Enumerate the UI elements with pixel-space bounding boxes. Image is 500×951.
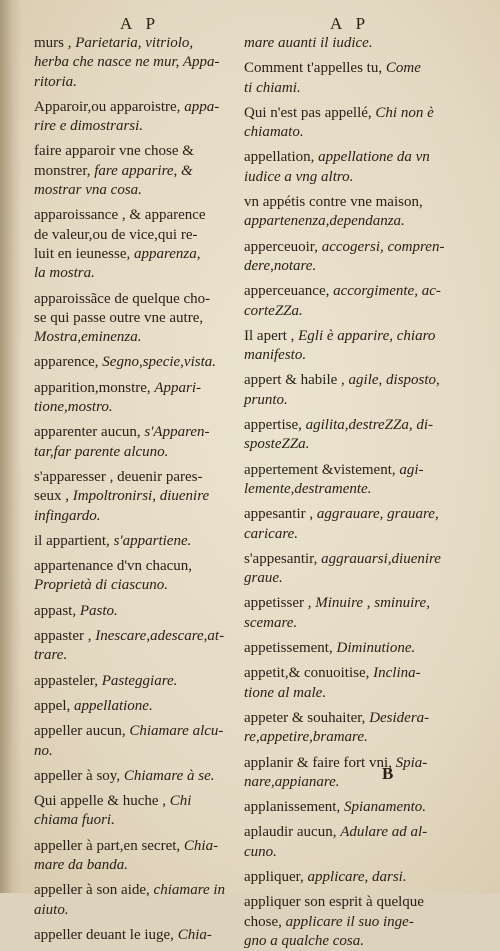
entry-line bbox=[244, 798, 454, 817]
entry-line bbox=[244, 684, 454, 703]
entry-line bbox=[244, 893, 454, 912]
french-term: appertement &vistement, bbox=[244, 461, 396, 478]
entry-line bbox=[34, 576, 239, 595]
italian-translation: accorgimente, ac- bbox=[333, 283, 441, 300]
entry-line bbox=[244, 282, 454, 301]
entry-line bbox=[34, 532, 239, 551]
italian-translation: apparenza, bbox=[133, 245, 201, 262]
entry-line bbox=[34, 181, 239, 200]
entry-line bbox=[34, 443, 239, 462]
entry-line bbox=[34, 672, 239, 691]
entry-line bbox=[34, 487, 239, 506]
french-term: aplaudir aucun, bbox=[244, 824, 337, 841]
italian-translation: graue. bbox=[244, 570, 283, 587]
italian-translation: Egli è apparire, chiaro bbox=[298, 327, 436, 344]
entry-line bbox=[34, 742, 239, 761]
french-term: apparence, bbox=[34, 354, 99, 371]
french-term: appeller à part,en secret, bbox=[34, 837, 181, 854]
french-term: appliquer, bbox=[244, 868, 304, 885]
italian-translation: fare apparire, & bbox=[94, 162, 193, 179]
entry-line bbox=[34, 73, 239, 92]
entry-line bbox=[34, 264, 239, 283]
entry-line bbox=[244, 754, 454, 773]
italian-translation: sposteZZa. bbox=[244, 436, 310, 453]
entry-line bbox=[244, 505, 454, 524]
entry-line bbox=[34, 468, 239, 487]
entry-line bbox=[34, 328, 239, 347]
italian-translation: tar,far parente alcuno. bbox=[34, 443, 169, 460]
entry-line bbox=[34, 53, 239, 72]
entry-line bbox=[244, 461, 454, 480]
entry-line bbox=[34, 290, 239, 309]
entry-line bbox=[244, 639, 454, 658]
french-term: appetit,& conuoitise, bbox=[244, 665, 370, 682]
entry-line bbox=[34, 423, 239, 442]
french-term: applanissement, bbox=[244, 799, 341, 816]
entry-line bbox=[244, 168, 454, 187]
italian-translation: Chia- bbox=[177, 926, 212, 943]
french-term: appeller aucun, bbox=[34, 723, 126, 740]
italian-translation: chiamato. bbox=[244, 124, 304, 141]
italian-translation: lemente,destramente. bbox=[244, 480, 372, 497]
italian-translation: gno a qualche cosa. bbox=[244, 932, 364, 949]
french-term: Qui appelle & huche , bbox=[34, 793, 167, 810]
entry-line bbox=[244, 773, 454, 792]
entry-line bbox=[34, 646, 239, 665]
italian-translation: Chiamare alcu- bbox=[129, 723, 224, 740]
french-term: s'appesantir, bbox=[244, 550, 318, 567]
italian-translation: Inescare,adescare,at- bbox=[95, 628, 225, 645]
french-term: appeter & souhaiter, bbox=[244, 709, 366, 726]
italian-translation: agilita,destreZZa, di- bbox=[305, 417, 434, 434]
entry-line bbox=[34, 627, 239, 646]
entry-line bbox=[244, 480, 454, 499]
italian-translation: caricare. bbox=[244, 525, 299, 542]
italian-translation: Parietaria, vitriolo, bbox=[75, 35, 194, 51]
french-term: apparenter aucun, bbox=[34, 424, 141, 441]
italian-translation: Desidera- bbox=[369, 709, 430, 726]
french-term: Qui n'est pas appellé, bbox=[244, 104, 372, 121]
french-term: appert & habile , bbox=[244, 372, 345, 389]
italian-translation: ti chiami. bbox=[244, 79, 301, 96]
entry-line bbox=[244, 594, 454, 613]
entry-line bbox=[34, 926, 239, 945]
italian-translation: Pasto. bbox=[79, 602, 118, 619]
italian-translation: Pasteggiare. bbox=[101, 672, 178, 689]
italian-translation: agile, disposto, bbox=[348, 372, 440, 389]
italian-translation: no. bbox=[34, 742, 53, 759]
french-term: appartenance d'vn chacun, bbox=[34, 558, 193, 575]
french-term: appeller deuant le iuge, bbox=[34, 926, 174, 943]
entry-line bbox=[34, 697, 239, 716]
running-head-left: A P bbox=[120, 14, 161, 33]
entry-line bbox=[244, 148, 454, 167]
italian-translation: scemare. bbox=[244, 614, 298, 631]
entry-line bbox=[244, 664, 454, 683]
entry-line bbox=[34, 792, 239, 811]
running-head-right: A P bbox=[330, 14, 371, 33]
french-term: appeller à son aide, bbox=[34, 882, 150, 899]
entry-line bbox=[244, 843, 454, 862]
entry-line bbox=[244, 569, 454, 588]
entry-line bbox=[34, 557, 239, 576]
italian-translation: appartenenza,dependanza. bbox=[244, 213, 405, 230]
entry-line bbox=[34, 722, 239, 741]
right-column bbox=[244, 34, 454, 951]
entry-line bbox=[244, 823, 454, 842]
french-term: faire apparoir vne chose & bbox=[34, 143, 194, 160]
italian-translation: dere,notare. bbox=[244, 257, 317, 274]
italian-translation: Chiamare à se. bbox=[123, 767, 215, 784]
italian-translation: Spia- bbox=[395, 754, 428, 771]
italian-translation: Proprietà di ciascuno. bbox=[34, 577, 169, 594]
italian-translation: chiamare in bbox=[153, 882, 226, 899]
entry-line bbox=[244, 525, 454, 544]
italian-translation: rire e dimostrarsi. bbox=[34, 118, 144, 135]
italian-translation: Adulare ad al- bbox=[340, 824, 428, 841]
entry-line bbox=[34, 881, 239, 900]
entry-line bbox=[34, 206, 239, 225]
french-term: Il apert , bbox=[244, 327, 295, 344]
italian-translation: manifesto. bbox=[244, 347, 307, 364]
entry-line bbox=[244, 391, 454, 410]
italian-translation: Diminutione. bbox=[336, 640, 416, 657]
entry-line bbox=[244, 79, 454, 98]
italian-translation: appellatione. bbox=[73, 697, 153, 714]
french-term: Comment t'appelles tu, bbox=[244, 60, 383, 77]
italian-translation: prunto. bbox=[244, 391, 288, 408]
italian-translation: ritoria. bbox=[34, 73, 77, 90]
entry-line bbox=[244, 327, 454, 346]
italian-translation: agi- bbox=[399, 461, 424, 478]
entry-line bbox=[34, 226, 239, 245]
french-term: de valeur,ou de vice,qui re- bbox=[34, 226, 198, 243]
entry-line bbox=[34, 837, 239, 856]
french-term: monstrer, bbox=[34, 162, 91, 179]
italian-translation: trare. bbox=[34, 647, 68, 664]
entry-line bbox=[244, 614, 454, 633]
french-term: Apparoir,ou apparoistre, bbox=[34, 98, 181, 115]
italian-translation: accogersi, compren- bbox=[321, 238, 445, 255]
italian-translation: nare,appianare. bbox=[244, 773, 340, 790]
french-term: appetissement, bbox=[244, 640, 333, 657]
french-term: luit en ieunesse, bbox=[34, 245, 131, 262]
entry-line bbox=[34, 98, 239, 117]
italian-translation: Come bbox=[385, 60, 421, 77]
entry-line bbox=[244, 238, 454, 257]
entry-line bbox=[244, 34, 454, 53]
left-column bbox=[34, 34, 239, 945]
italian-translation: Chi non è bbox=[375, 104, 434, 121]
italian-translation: tione,mostro. bbox=[34, 399, 113, 416]
entry-line bbox=[34, 117, 239, 136]
italian-translation: Impoltronirsi, diuenire bbox=[72, 488, 210, 505]
french-term: appast, bbox=[34, 602, 77, 619]
french-term: apparition,monstre, bbox=[34, 379, 151, 396]
italian-translation: applicare, darsi. bbox=[307, 868, 407, 885]
french-term: apperceuoir, bbox=[244, 238, 318, 255]
entry-line bbox=[34, 379, 239, 398]
french-term: il appartient, bbox=[34, 532, 110, 549]
french-term: appaster , bbox=[34, 628, 92, 645]
signature-mark: B bbox=[382, 764, 394, 783]
italian-translation: mare da banda. bbox=[34, 856, 129, 873]
entry-line bbox=[244, 868, 454, 887]
entry-line bbox=[244, 550, 454, 569]
french-term: apparoissãce de quelque cho- bbox=[34, 290, 211, 307]
italian-translation: aggrauare, grauare, bbox=[316, 506, 439, 523]
entry-line bbox=[34, 602, 239, 621]
italian-translation: infingardo. bbox=[34, 507, 101, 524]
french-term: appliquer son esprit à quelque bbox=[244, 894, 424, 911]
entry-line bbox=[244, 435, 454, 454]
entry-line bbox=[244, 709, 454, 728]
french-term: appel, bbox=[34, 697, 71, 714]
italian-translation: chiama fuori. bbox=[34, 812, 115, 829]
french-term: appeller à soy, bbox=[34, 767, 121, 784]
entry-line bbox=[244, 416, 454, 435]
entry-line bbox=[34, 309, 239, 328]
french-term: apperceuance, bbox=[244, 283, 330, 300]
french-term: se qui passe outre vne autre, bbox=[34, 309, 204, 326]
entry-line bbox=[244, 257, 454, 276]
italian-translation: Spianamento. bbox=[343, 799, 427, 816]
italian-translation: appellatione da vn bbox=[318, 149, 430, 166]
italian-translation: aiuto. bbox=[34, 901, 69, 918]
binding-gutter bbox=[0, 0, 22, 893]
entry-line bbox=[34, 856, 239, 875]
italian-translation: aggrauarsi,diuenire bbox=[321, 550, 441, 567]
entry-line bbox=[34, 398, 239, 417]
french-term: chose, bbox=[244, 913, 282, 930]
entry-line bbox=[244, 913, 454, 932]
italian-translation: mostrar vna cosa. bbox=[34, 182, 142, 199]
french-term: apparoissance , & apparence bbox=[34, 207, 206, 224]
entry-line bbox=[34, 901, 239, 920]
italian-translation: re,appetire,bramare. bbox=[244, 729, 368, 746]
italian-translation: herba che nasce ne mur, Appa- bbox=[34, 54, 220, 71]
italian-translation: Chi bbox=[169, 793, 192, 810]
entry-line bbox=[244, 302, 454, 321]
french-term: appasteler, bbox=[34, 672, 98, 689]
entry-line bbox=[34, 507, 239, 526]
french-term: seux , bbox=[34, 488, 69, 505]
entry-line bbox=[244, 346, 454, 365]
italian-translation: appa- bbox=[184, 98, 220, 115]
italian-translation: la mostra. bbox=[34, 265, 95, 282]
entry-line bbox=[34, 142, 239, 161]
entry-line bbox=[34, 162, 239, 181]
entry-line bbox=[244, 123, 454, 142]
entry-line bbox=[34, 34, 239, 53]
entry-line bbox=[244, 728, 454, 747]
italian-translation: s'appartiene. bbox=[113, 532, 192, 549]
french-term: murs , bbox=[34, 35, 72, 51]
italian-translation: Inclina- bbox=[373, 665, 421, 682]
italian-translation: Mostra,eminenza. bbox=[34, 329, 142, 346]
italian-translation: Appari- bbox=[154, 379, 202, 396]
entry-line bbox=[244, 59, 454, 78]
italian-translation: tione al male. bbox=[244, 684, 327, 701]
italian-translation: Chia- bbox=[183, 837, 219, 854]
entry-line bbox=[244, 932, 454, 951]
italian-translation: Segno,specie,vista. bbox=[102, 354, 217, 371]
entry-line bbox=[244, 371, 454, 390]
french-term: appertise, bbox=[244, 417, 302, 434]
italian-translation: cuno. bbox=[244, 843, 277, 860]
french-term: vn appétis contre vne maison, bbox=[244, 194, 423, 211]
italian-translation: corteZZa. bbox=[244, 302, 303, 319]
french-term: appellation, bbox=[244, 149, 315, 166]
french-term: s'apparesser , deuenir pares- bbox=[34, 468, 203, 485]
entry-line bbox=[34, 245, 239, 264]
italian-translation: applicare il suo inge- bbox=[285, 913, 414, 930]
italian-translation: Minuire , sminuire, bbox=[315, 595, 430, 612]
french-term: applanir & faire fort vni, bbox=[244, 754, 392, 771]
french-term: appesantir , bbox=[244, 506, 314, 523]
entry-line bbox=[34, 811, 239, 830]
entry-line bbox=[244, 193, 454, 212]
italian-translation: iudice a vng altro. bbox=[244, 168, 354, 185]
entry-line bbox=[244, 212, 454, 231]
french-term: appetisser , bbox=[244, 595, 312, 612]
italian-translation: mare auanti il iudice. bbox=[244, 35, 373, 51]
entry-line bbox=[34, 353, 239, 372]
entry-line bbox=[244, 104, 454, 123]
italian-translation: s'Apparen- bbox=[144, 424, 210, 441]
entry-line bbox=[34, 767, 239, 786]
